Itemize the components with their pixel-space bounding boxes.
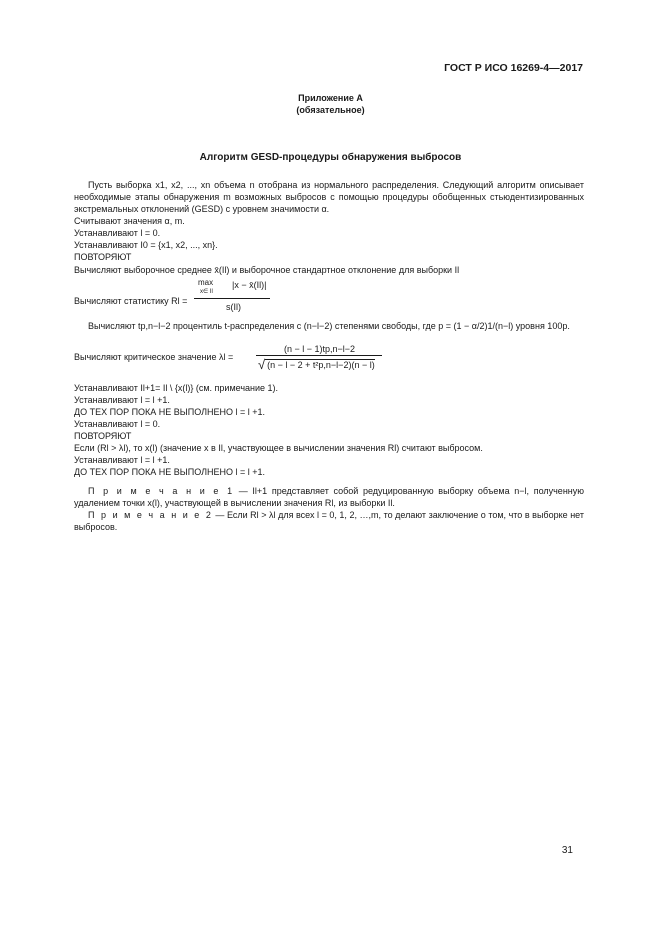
step-repeat: ПОВТОРЯЮТ: [74, 252, 132, 262]
page-number: 31: [561, 845, 573, 856]
note-1-label: П р и м е ч а н и е 1: [88, 486, 235, 496]
step-repeat-2: ПОВТОРЯЮТ: [74, 431, 132, 441]
step-reduce-sample: Устанавливают Il+1= Il \ {x(l)} (см. примечание 1).: [74, 383, 279, 393]
section-title: Алгоритм GESD-процедуры обнаружения выбросов: [199, 152, 462, 163]
intro-text: Пусть выборка x1, x2, ..., xn объема n отобрана из нормального распределения. Следующий алгоритм описывает необходимые этапы обнаружения m возможных выбросов с помощью процедуры обобщенных стьюдентизированных экстремальных отклонений (GESD) с уровнем значимости α.: [74, 180, 584, 214]
step-reset-l: Устанавливают l = 0.: [74, 419, 161, 429]
note-2-text: — Если Rl > λl для всех l = 0, 1, 2, …,m, то делают заключение о том, что в выборке нет выбросов.: [74, 510, 584, 532]
step-set-l-zero: Устанавливают l = 0.: [74, 228, 161, 238]
step-percentile-text: Вычисляют tp,n−l−2 процентиль t-распределения с (n−l−2) степенями свободы, где p = (1 − α/2)1/(n−l) уровня 100p.: [88, 321, 570, 331]
statistic-denominator: s(Il): [226, 302, 241, 312]
step-set-I0: Устанавливают I0 = {x1, x2, ..., xn}.: [74, 240, 218, 250]
statistic-max-sub: x∈ Il: [200, 289, 213, 295]
note-1-text: — Il+1 представляет собой редуцированную выборку объема n−l, полученную удалением точки x(l), участвующей в вычислении значения Rl, из выборки Il.: [74, 486, 585, 508]
annex-status: (обязательное): [296, 105, 365, 115]
statistic-numerator: |x − x̄(Il)|: [232, 280, 267, 290]
standard-designation: ГОСТ Р ИСО 16269-4—2017: [444, 62, 583, 74]
step-read-values: Считывают значения α, m.: [74, 216, 185, 226]
step-until: ДО ТЕХ ПОР ПОКА НЕ ВЫПОЛНЕНО l = l +1.: [74, 407, 266, 417]
note-2-label: П р и м е ч а н и е 2: [88, 510, 213, 520]
step-outlier-check: Если (Rl > λl), то x(l) (значение x в Il, участвующее в вычислении значения Rl) считают выбросом.: [74, 443, 483, 453]
step-compute-mean-sd: Вычисляют выборочное среднее x̄(Il) и выборочное стандартное отклонение для выборки Il: [74, 265, 460, 275]
critical-numerator: (n − l − 1)tp,n−l−2: [284, 344, 356, 354]
critical-denominator-sqrt: [258, 358, 375, 371]
critical-denominator: (n − l − 2 + t²p,n−l−2)(n − l): [267, 360, 375, 370]
step-compute-statistic-label: Вычисляют статистику Rl =: [74, 296, 188, 306]
step-until-2: ДО ТЕХ ПОР ПОКА НЕ ВЫПОЛНЕНО l = l +1.: [74, 467, 266, 477]
critical-fraction-bar: [256, 355, 382, 356]
step-critical-value-label: Вычисляют критическое значение λl =: [74, 352, 234, 362]
note-2: [74, 509, 584, 533]
step-increment-l-2: Устанавливают l = l +1.: [74, 455, 170, 465]
step-increment-l: Устанавливают l = l +1.: [74, 395, 170, 405]
intro-paragraph: [74, 179, 584, 215]
annex-title: Приложение А: [298, 93, 363, 103]
note-1: [74, 485, 584, 509]
statistic-fraction-bar: [194, 298, 270, 299]
sqrt-icon: √: [258, 357, 266, 372]
statistic-max: max: [198, 278, 214, 287]
step-percentile: [74, 320, 584, 332]
